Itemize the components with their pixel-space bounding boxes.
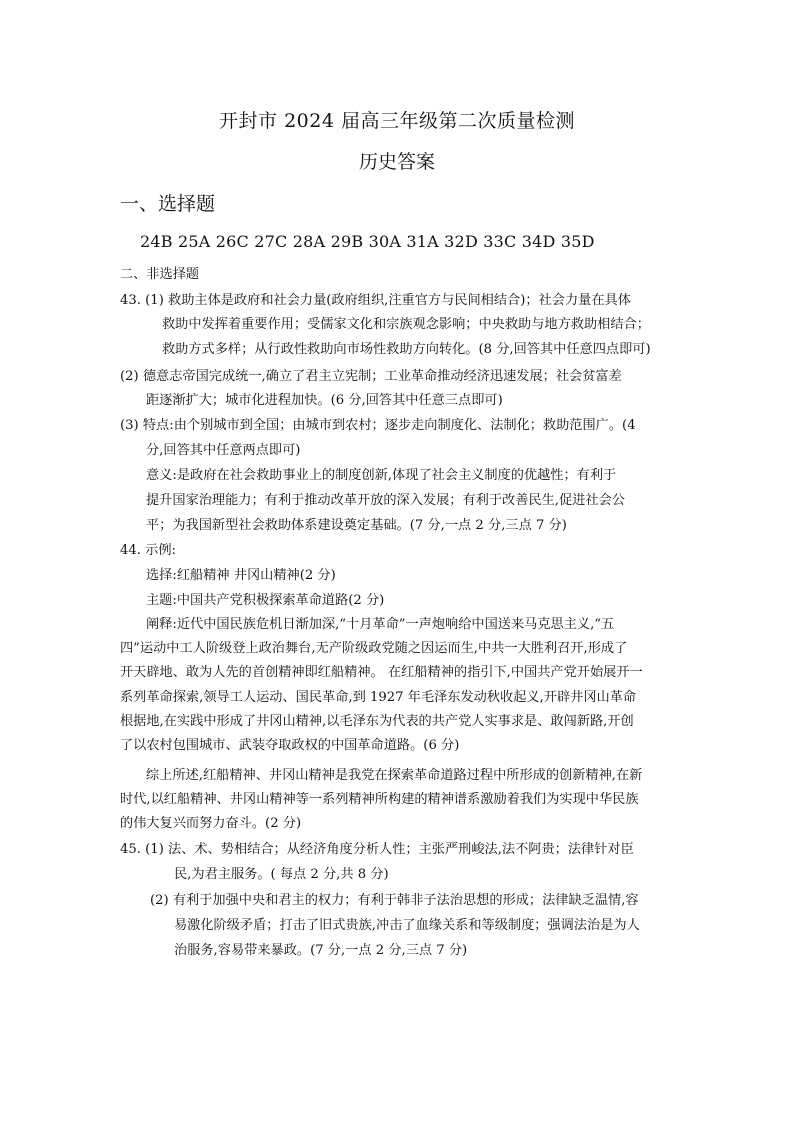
answer-line: 系列革命探索,领导工人运动、国民革命,到 1927 年毛泽东发动秋收起义,开辟井冈山革命 [120, 690, 637, 705]
answer-line: 主题:中国共产党积极探索革命道路(2 分) [146, 593, 385, 608]
answer-line: 意义:是政府在社会救助事业上的制度创新,体现了社会主义制度的优越性；有利于 [146, 468, 617, 483]
section-heading-choice: 一、选择题 [120, 193, 216, 215]
answer-line: 的伟大复兴而努力奋斗。(2 分) [120, 816, 302, 831]
answer-line: 了以农村包围城市、武装夺取政权的中国革命道路。(6 分) [120, 738, 460, 753]
answer-line: 四”运动中工人阶级登上政治舞台,无产阶级政党随之因运而生,中共一大胜利召开,形成了 [120, 641, 628, 656]
answer-line: 44. 示例: [120, 543, 176, 558]
section-heading-nonchoice: 二、非选择题 [120, 267, 200, 282]
answer-line: 平；为我国新型社会救助体系建设奠定基础。(7 分,一点 2 分,三点 7 分) [146, 518, 567, 533]
answer-line: 根据地,在实践中形成了井冈山精神,以毛泽东为代表的共产党人实事求是、敢闯新路,开创 [120, 714, 634, 729]
answer-line: 阐释:近代中国民族危机日渐加深,“十月革命”一声炮响给中国送来马克思主义,“五 [146, 617, 615, 632]
answer-line: 治服务,容易带来暴政。(7 分,一点 2 分,三点 7 分) [174, 943, 468, 958]
answer-line: 分,回答其中任意两点即可) [146, 443, 301, 458]
answer-line: 距逐渐扩大；城市化进程加快。(6 分,回答其中任意三点即可) [146, 393, 503, 408]
answer-line: 综上所述,红船精神、井冈山精神是我党在探索革命道路过程中所形成的创新精神,在新 [146, 768, 643, 783]
answer-line: 民,为君主服务。( 每点 2 分,共 8 分) [174, 867, 389, 882]
answer-line: 救助方式多样；从行政性救助向市场性救助方向转化。(8 分,回答其中任意四点即可) [162, 342, 651, 357]
answer-line: 开天辟地、敢为人先的首创精神即红船精神。 在红船精神的指引下,中国共产党开始展开一 [120, 665, 643, 680]
answer-line: 选择:红船精神 井冈山精神(2 分) [146, 568, 336, 583]
answer-line: 提升国家治理能力；有利于推动改革开放的深入发展；有利于改善民生,促进社会公 [146, 493, 625, 508]
answer-line: (2) 有利于加强中央和君主的权力；有利于韩非子法治思想的形成；法律缺乏温情,容 [150, 893, 639, 908]
page-title: 开封市 2024 届高三年级第二次质量检测 [219, 110, 575, 132]
page-subtitle: 历史答案 [358, 151, 435, 173]
answer-line: (2) 德意志帝国完成统一,确立了君主立宪制；工业革命推动经济迅速发展；社会贫富差 [120, 369, 622, 384]
answer-line: 时代,以红船精神、井冈山精神等一系列精神所构建的精神谱系激励着我们为实现中华民族 [120, 792, 639, 807]
answer-line: 45. (1) 法、术、势相结合；从经济角度分析人性；主张严刑峻法,法不阿贵；法律针对臣 [120, 842, 634, 857]
choice-answers: 24B 25A 26C 27C 28A 29B 30A 31A 32D 33C 34D 35D [140, 232, 595, 251]
answer-line: (3) 特点:由个别城市到全国；由城市到农村；逐步走向制度化、法制化；救助范围广。(4 [120, 418, 636, 433]
answer-line: 救助中发挥着重要作用；受儒家文化和宗族观念影响；中央救助与地方救助相结合； [162, 317, 650, 332]
answer-line: 43. (1) 救助主体是政府和社会力量(政府组织,注重官方与民间相结合)；社会力量在具体 [120, 293, 631, 308]
answer-line: 易激化阶级矛盾；打击了旧式贵族,冲击了血缘关系和等级制度；强调法治是为人 [174, 918, 640, 933]
